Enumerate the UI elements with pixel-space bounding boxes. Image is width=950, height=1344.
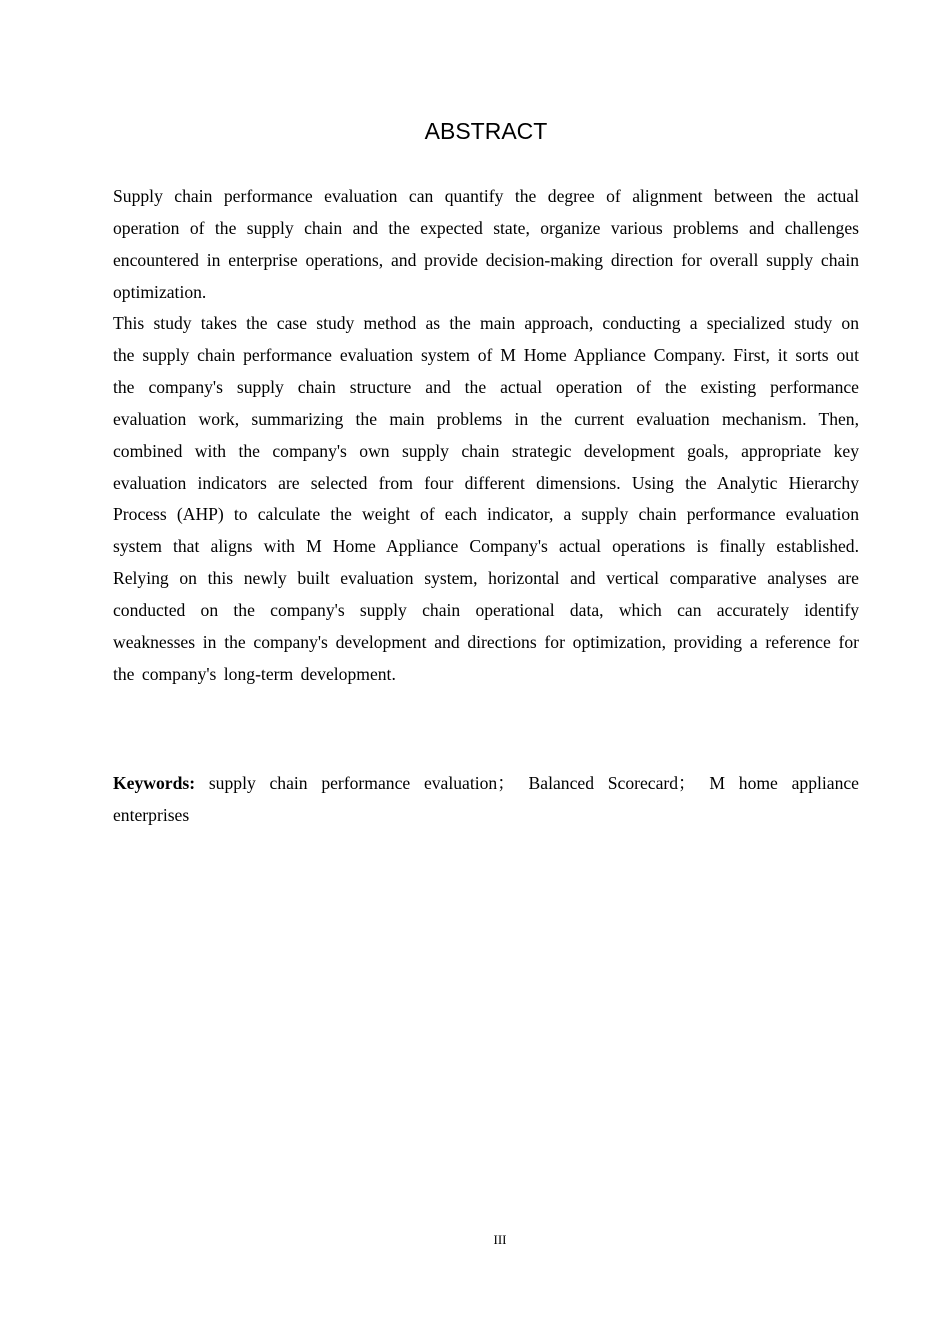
keywords-line bbox=[113, 768, 859, 832]
keywords-text: supply chain performance evaluation； Balanced Scorecard； M home appliance enterprises bbox=[113, 773, 859, 825]
keywords-label: Keywords: bbox=[113, 773, 196, 793]
abstract-title: ABSTRACT bbox=[424, 118, 548, 144]
abstract-paragraph-2: This study takes the case study method as the main approach, conducting a specialized study on the supply chain performance evaluation system of M Home Appliance Company. First, it sorts out the company's supply chain structure and the actual operation of the existing performance evaluation work, summarizing the main problems in the current evaluation mechanism. Then, combined with the company's own supply chain strategic development goals, appropriate key evaluation indicators are selected from four different dimensions. Using the Analytic Hierarchy Process (AHP) to calculate the weight of each indicator, a supply chain performance evaluation system that aligns with M Home Appliance Company's actual operations is finally established. Relying on this newly built evaluation system, horizontal and vertical comparative analyses are conducted on the company's supply chain operational data, which can accurately identify weaknesses in the company's development and directions for optimization, providing a reference for the company's long-term development. bbox=[113, 313, 859, 684]
abstract-paragraph-1: Supply chain performance evaluation can quantify the degree of alignment between the actual operation of the supply chain and the expected state, organize various problems and challenges encountered in enterprise operations, and provide decision-making direction for overall supply chain optimization. bbox=[113, 186, 859, 302]
page-number: III bbox=[493, 1232, 507, 1247]
